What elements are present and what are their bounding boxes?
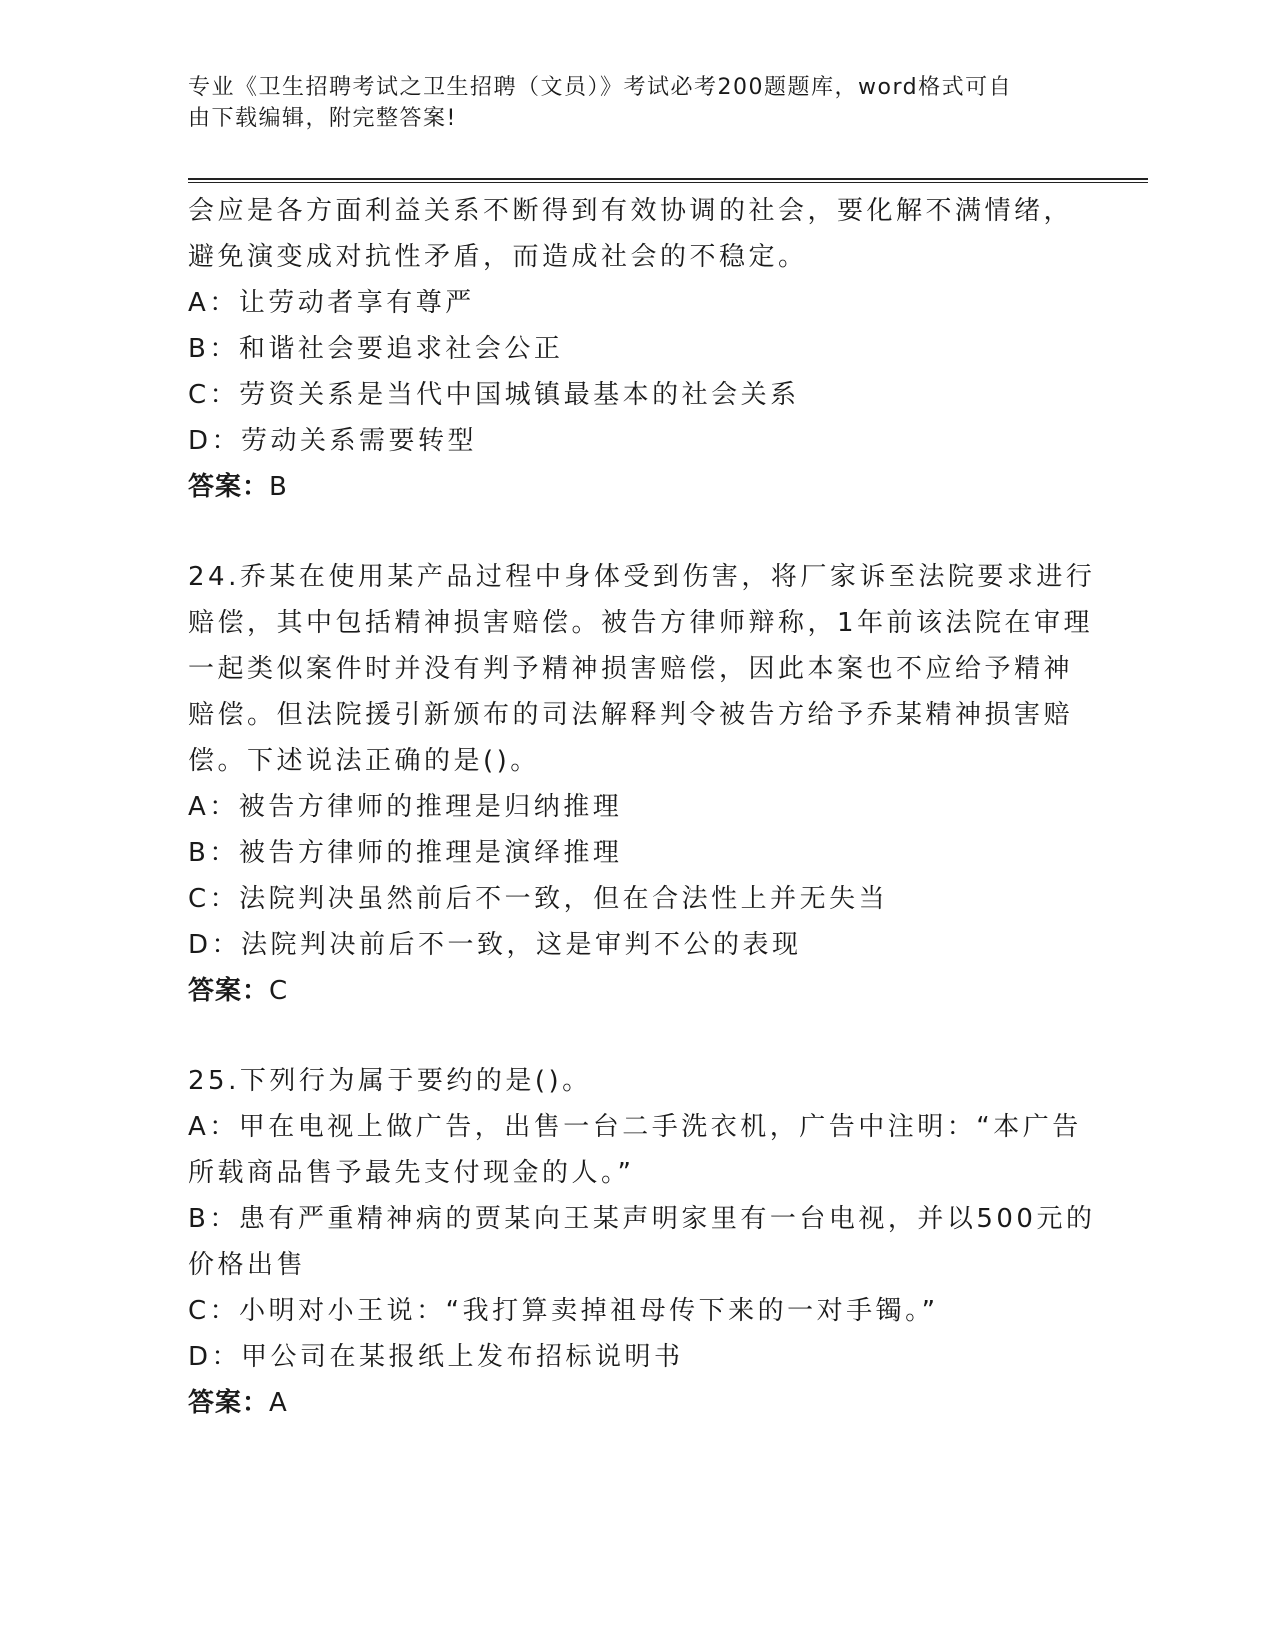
exam-content [188, 188, 1096, 1426]
option-c: C：小明对小王说：“我打算卖掉祖母传下来的一对手镯。” [188, 1296, 939, 1326]
question-text-line: 一起类似案件时并没有判予精神损害赔偿，因此本案也不应给予精神 [188, 654, 1074, 684]
question-25 [188, 1058, 1096, 1426]
question-23-continued [188, 188, 1088, 510]
answer-label: 答案： [188, 1388, 270, 1418]
answer-value: B [269, 472, 288, 502]
answer-line [188, 464, 1088, 510]
option-d: D：甲公司在某报纸上发布招标说明书 [188, 1342, 684, 1372]
spacer [188, 510, 1088, 554]
question-text-line: 赔偿，其中包括精神损害赔偿。被告方律师辩称，1年前该法院在审理 [188, 608, 1094, 638]
option-c: C：劳资关系是当代中国城镇最基本的社会关系 [188, 380, 800, 410]
option-b-continued: 价格出售 [188, 1250, 307, 1280]
question-text-line: 24.乔某在使用某产品过程中身体受到伤害，将厂家诉至法院要求进行 [188, 562, 1096, 592]
header-title-line-2: 由下载编辑，附完整答案! [188, 106, 457, 131]
answer-label: 答案： [188, 472, 270, 502]
answer-value: C [269, 976, 289, 1006]
option-a: A：被告方律师的推理是归纳推理 [188, 792, 623, 822]
answer-value: A [269, 1388, 288, 1418]
option-a: A：让劳动者享有尊严 [188, 288, 475, 318]
option-b: B：被告方律师的推理是演绎推理 [188, 838, 623, 868]
page-header [188, 72, 1068, 134]
option-a: A：甲在电视上做广告，出售一台二手洗衣机，广告中注明：“本广告 [188, 1112, 1082, 1142]
question-text-line: 避免演变成对抗性矛盾，而造成社会的不稳定。 [188, 242, 808, 272]
answer-line [188, 968, 1088, 1014]
question-text-line: 偿。下述说法正确的是()。 [188, 746, 540, 776]
question-text-line: 会应是各方面利益关系不断得到有效协调的社会，要化解不满情绪， [188, 196, 1074, 226]
option-c: C：法院判决虽然前后不一致，但在合法性上并无失当 [188, 884, 889, 914]
option-b: B：患有严重精神病的贾某向王某声明家里有一台电视，并以500元的 [188, 1204, 1096, 1234]
option-d: D：法院判决前后不一致，这是审判不公的表现 [188, 930, 802, 960]
question-text-line: 赔偿。但法院援引新颁布的司法解释判令被告方给予乔某精神损害赔 [188, 700, 1074, 730]
answer-line [188, 1380, 1088, 1426]
option-d: D：劳动关系需要转型 [188, 426, 478, 456]
spacer [188, 1014, 1088, 1058]
answer-label: 答案： [188, 976, 270, 1006]
question-24 [188, 554, 1096, 1014]
question-text-line: 25.下列行为属于要约的是()。 [188, 1066, 592, 1096]
header-title-line-1: 专业《卫生招聘考试之卫生招聘（文员）》考试必考200题题库，word格式可自 [188, 75, 1013, 100]
option-a-continued: 所载商品售予最先支付现金的人。” [188, 1158, 635, 1188]
header-divider [188, 178, 1148, 183]
option-b: B：和谐社会要追求社会公正 [188, 334, 564, 364]
